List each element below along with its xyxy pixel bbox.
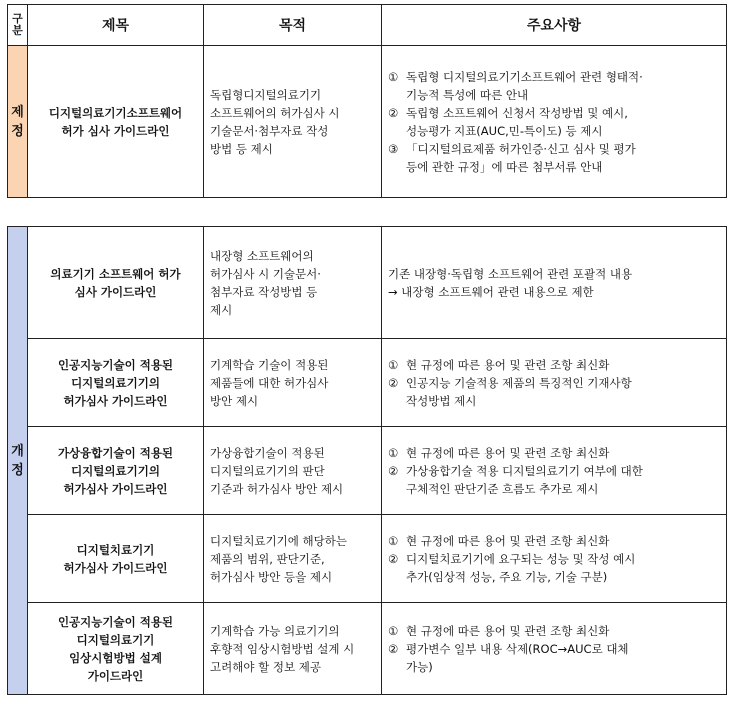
- title-line: 가상융합기술이 적용된: [57, 445, 174, 460]
- purpose-line: 기계학습 기술이 적용된: [210, 357, 329, 372]
- title-line: 디지털의료기기소프트웨어: [48, 105, 183, 120]
- point-number: ①: [388, 445, 399, 460]
- revised-guidelines-table: [7, 226, 727, 695]
- point-line: → 내장형 소프트웨어 관련 내용으로 제한: [388, 284, 594, 299]
- guideline-purpose: [204, 46, 382, 198]
- title-line: 디지털치료기기: [76, 542, 155, 557]
- point-line: 가상융합기술 적용 디지털의료기기 여부에 대한: [406, 463, 643, 478]
- header-title: 제목: [28, 5, 204, 46]
- point-item: [388, 68, 720, 104]
- guideline-title: [28, 227, 204, 339]
- purpose-line: 독립형디지털의료기기: [210, 87, 322, 102]
- table-row: [8, 46, 727, 198]
- table-row: [8, 427, 727, 515]
- point-number: ②: [388, 375, 399, 390]
- guideline-main-points: [382, 46, 727, 198]
- point-number: ①: [388, 357, 399, 372]
- point-item: [388, 462, 720, 498]
- title-line: 디지털의료기기의: [71, 375, 160, 390]
- purpose-line: 디지털치료기기에 해당하는: [210, 533, 347, 548]
- guideline-purpose: [204, 427, 382, 515]
- point-line: 기능적 특성에 따른 안내: [406, 87, 529, 102]
- point-line: 독립형 디지털의료기기소프트웨어 관련 형태적·: [406, 69, 643, 84]
- purpose-line: 방법 등 제시: [210, 141, 273, 156]
- point-number: ②: [388, 551, 399, 566]
- table-row: [8, 227, 727, 339]
- guideline-main-points: [382, 603, 727, 695]
- purpose-line: 기술문서·첨부자료 작성: [210, 123, 329, 138]
- point-item: [388, 374, 720, 410]
- point-item: [388, 532, 720, 550]
- point-text: [406, 68, 720, 104]
- guideline-title: [28, 515, 204, 603]
- purpose-line: 소프트웨어의 허가심사 시: [210, 105, 340, 120]
- point-number: ③: [388, 141, 399, 156]
- guideline-purpose: [204, 515, 382, 603]
- title-line: 허가 심사 가이드라인: [61, 123, 170, 138]
- table-row: [8, 603, 727, 695]
- point-line: 구체적인 판단기준 흐름도 추가로 제시: [406, 481, 599, 496]
- title-line: 인공지능기술이 적용된: [57, 357, 174, 372]
- point-text: 현 규정에 따른 용어 및 관련 조항 최신화: [406, 357, 610, 372]
- guideline-purpose: [204, 227, 382, 339]
- header-category: [8, 5, 28, 46]
- purpose-line: 가상융합기술이 적용된: [210, 445, 325, 460]
- purpose-line: 기계학습 가능 의료기기의: [210, 623, 340, 638]
- header-category-char-2: 분: [12, 24, 23, 37]
- purpose-line: 첨부자료 작성방법 등: [210, 284, 318, 299]
- point-text: 현 규정에 따른 용어 및 관련 조항 최신화: [406, 445, 610, 460]
- point-line: 등에 관한 규정」에 따른 첨부서류 안내: [406, 159, 603, 174]
- point-line: 기존 내장형·독립형 소프트웨어 관련 포괄적 내용: [388, 266, 633, 281]
- title-line: 디지털의료기기의: [71, 463, 160, 478]
- category-new-char-2: 정: [11, 123, 24, 139]
- table-header-row: [8, 5, 727, 46]
- purpose-line: 제품의 범위, 판단기준,: [210, 551, 325, 566]
- purpose-line: 디지털의료기기의 판단: [210, 463, 325, 478]
- title-line: 디지털의료기기: [76, 632, 155, 647]
- title-line: 인공지능기술이 적용된: [57, 614, 174, 629]
- point-text: [406, 640, 720, 676]
- guideline-main-points: [382, 427, 727, 515]
- point-item: [388, 356, 720, 374]
- point-item: [388, 140, 720, 176]
- point-item: [388, 640, 720, 676]
- point-text: [406, 104, 720, 140]
- category-new: [8, 46, 28, 198]
- point-line: 독립형 소프트웨어 신청서 작성방법 및 예시,: [406, 105, 628, 120]
- point-line: 가능): [406, 659, 433, 674]
- point-number: ①: [388, 623, 399, 638]
- point-line: 인공지능 기술적용 제품의 특징적인 기재사항: [406, 375, 632, 390]
- guideline-main-points: [382, 339, 727, 427]
- category-revised-char-2: 정: [11, 462, 24, 478]
- point-line: 디지털치료기기에 요구되는 성능 및 작성 예시: [406, 551, 636, 566]
- category-revised-char-1: 개: [11, 443, 24, 459]
- point-line: 「디지털의료제품 허가인증·신고 심사 및 평가: [406, 141, 636, 156]
- header-main-points: 주요사항: [382, 5, 727, 46]
- category-revised: [8, 227, 28, 695]
- guideline-title: [28, 603, 204, 695]
- point-text: [406, 140, 720, 176]
- title-line: 허가심사 가이드라인: [63, 393, 168, 408]
- purpose-line: 고려해야 할 정보 제공: [210, 659, 321, 674]
- point-text: 현 규정에 따른 용어 및 관련 조항 최신화: [406, 623, 610, 638]
- purpose-line: 방안 제시: [210, 393, 259, 408]
- title-line: 임상시험방법 설계: [69, 650, 162, 665]
- header-category-char-1: 구: [12, 12, 23, 25]
- point-text: [406, 374, 720, 410]
- guideline-purpose: [204, 339, 382, 427]
- title-line: 가이드라인: [87, 668, 144, 683]
- point-number: ②: [388, 463, 399, 478]
- point-item: [388, 622, 720, 640]
- purpose-line: 제시: [210, 302, 233, 317]
- point-line: 추가(임상적 성능, 주요 기능, 기술 구분): [406, 569, 608, 584]
- point-item: [388, 550, 720, 586]
- purpose-line: 허가심사 방안 등을 제시: [210, 569, 333, 584]
- point-line: 성능평가 지표(AUC,민-특이도) 등 제시: [406, 123, 603, 138]
- point-text: 현 규정에 따른 용어 및 관련 조항 최신화: [406, 533, 610, 548]
- title-line: 의료기기 소프트웨어 허가: [50, 266, 181, 281]
- point-line: 작성방법 제시: [406, 393, 477, 408]
- title-line: 심사 가이드라인: [74, 284, 157, 299]
- new-guidelines-table: [7, 4, 727, 198]
- purpose-line: 허가심사 시 기술문서·: [210, 266, 321, 281]
- table-row: [8, 339, 727, 427]
- purpose-line: 내장형 소프트웨어의: [210, 248, 314, 263]
- guideline-main-points: [382, 227, 727, 339]
- guideline-title: [28, 339, 204, 427]
- guideline-main-points: [382, 515, 727, 603]
- point-number: ①: [388, 69, 399, 84]
- purpose-line: 후향적 임상시험방법 설계 시: [210, 641, 355, 656]
- point-line: 평가변수 일부 내용 삭제(ROC→AUC로 대체: [406, 641, 629, 656]
- point-number: ②: [388, 105, 399, 120]
- point-text: [406, 550, 720, 586]
- point-number: ②: [388, 641, 399, 656]
- point-item: [388, 444, 720, 462]
- guideline-title: [28, 46, 204, 198]
- purpose-line: 기준과 허가심사 방안 제시: [210, 481, 344, 496]
- guideline-purpose: [204, 603, 382, 695]
- point-text: [406, 462, 720, 498]
- category-new-char-1: 제: [11, 104, 24, 120]
- guideline-title: [28, 427, 204, 515]
- title-line: 허가심사 가이드라인: [63, 560, 168, 575]
- point-item: [388, 104, 720, 140]
- point-number: ①: [388, 533, 399, 548]
- header-purpose: 목적: [204, 5, 382, 46]
- table-row: [8, 515, 727, 603]
- purpose-line: 제품들에 대한 허가심사: [210, 375, 329, 390]
- title-line: 허가심사 가이드라인: [63, 481, 168, 496]
